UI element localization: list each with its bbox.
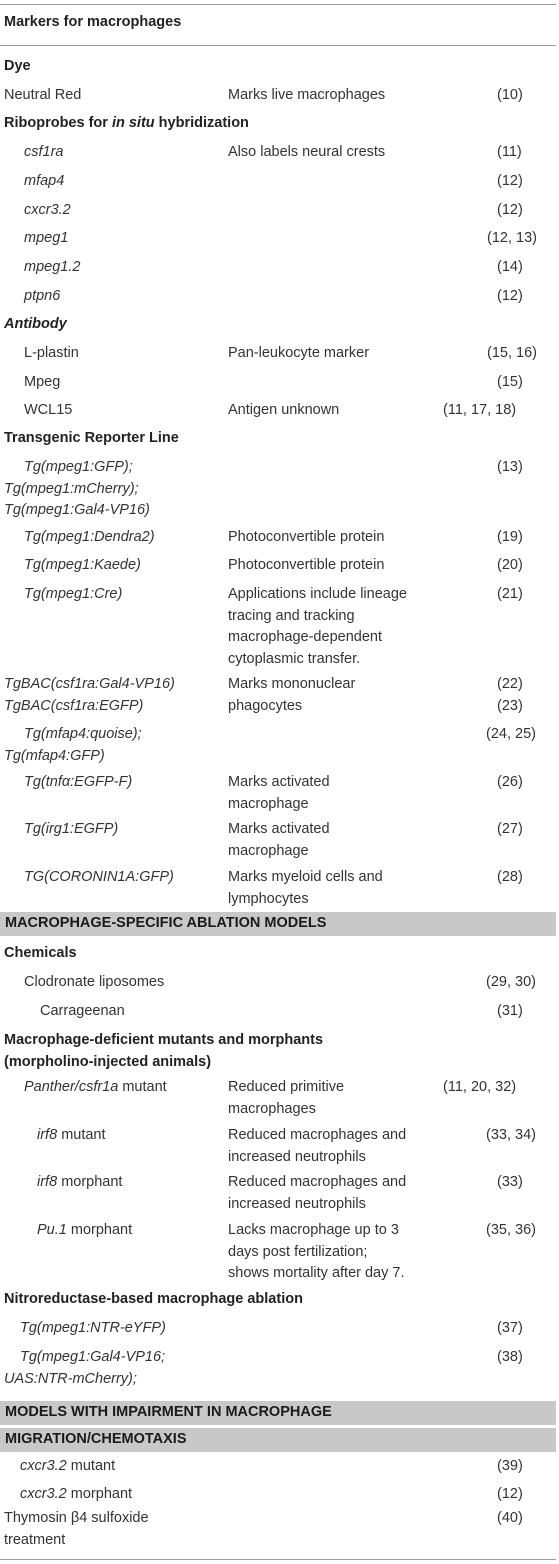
marker-reference: (20) [497,557,523,573]
marker-name: Tg(irg1:EGFP) [24,821,119,837]
bottom-rule [0,1559,556,1560]
marker-description-multiline [228,584,428,670]
marker-description: Photoconvertible protein [228,557,385,573]
marker-name-multiline [4,724,142,767]
marker-name-line: Tg(mfap4:GFP) [4,747,105,764]
marker-name: WCL15 [24,402,73,418]
marker-reference: (27) [497,821,523,837]
marker-reference: (11) [497,144,522,160]
marker-name-italic: cxcr3.2 [20,1486,67,1502]
marker-name-multiline [4,1347,165,1390]
marker-name: cxcr3.2 [24,202,71,218]
marker-description-line: cytoplasmic transfer. [228,650,361,667]
marker-name [20,1456,115,1478]
marker-description-line: macrophages [228,1100,316,1117]
marker-name: csf1ra [24,144,64,160]
section-nitroreductase: Nitroreductase-based macrophage ablation [4,1291,303,1307]
section-band-ablation [0,912,556,936]
marker-name: Carrageenan [40,1003,125,1019]
marker-name-suffix: mutant [70,1458,116,1474]
marker-name-suffix: morphant [70,1222,133,1238]
marker-description-line: Reduced primitive [228,1079,345,1095]
marker-name: ptpn6 [24,288,61,304]
marker-description-line: macrophage [228,795,309,812]
marker-reference: (10) [497,87,523,103]
marker-reference: (40) [497,1510,523,1526]
marker-name-italic: Pu.1 [37,1222,67,1238]
marker-reference: (39) [497,1458,523,1474]
marker-description-line: Reduced macrophages and [228,1127,407,1143]
section-dye: Dye [4,58,31,74]
marker-reference: (13) [497,459,523,475]
marker-reference: (35, 36) [486,1222,536,1238]
marker-description-line: Marks activated [228,774,330,790]
marker-name [24,1077,167,1099]
marker-name [20,1484,132,1506]
band-title: MACROPHAGE-SPECIFIC ABLATION MODELS [5,915,327,931]
marker-description-line: macrophage [228,842,309,859]
marker-description-line: Marks mononuclear [228,676,356,692]
marker-name-line: treatment [4,1531,66,1548]
marker-description: Also labels neural crests [228,144,386,160]
marker-description-multiline [228,1172,428,1215]
marker-reference: (15) [497,374,523,390]
marker-name-suffix: morphant [70,1486,133,1502]
marker-name: mpeg1 [24,230,69,246]
marker-reference: (15, 16) [487,345,537,361]
marker-description: Marks live macrophages [228,87,386,103]
marker-description: Photoconvertible protein [228,529,385,545]
marker-name [37,1172,122,1194]
marker-name-italic: Panther/csfr1a [24,1079,119,1095]
marker-reference: (11, 20, 32) [443,1079,517,1095]
marker-name: Neutral Red [4,87,82,103]
marker-description: Pan-leukocyte marker [228,345,370,361]
marker-name [37,1220,132,1242]
marker-description-line: phagocytes [228,697,303,714]
marker-name-italic: irf8 [37,1174,58,1190]
marker-description-line: Marks myeloid cells and [228,869,383,885]
marker-reference: (12, 13) [487,230,537,246]
section-mutants-line: Macrophage-deficient mutants and morphants [4,1032,324,1048]
marker-reference: (38) [497,1349,523,1365]
marker-name: Mpeg [24,374,61,390]
marker-name-line: Tg(mfap4:quoise); [24,726,142,742]
marker-description-multiline [228,1220,428,1285]
marker-description-line: days post fertilization; [228,1243,368,1260]
marker-description: Antigen unknown [228,402,340,418]
marker-reference: (26) [497,774,523,790]
section-mutants-line: (morpholino-injected animals) [4,1053,212,1070]
marker-description-multiline [228,1125,428,1168]
marker-name-line: Tg(mpeg1:mCherry); [4,480,139,497]
marker-reference: (12) [497,173,523,189]
marker-reference: (14) [497,259,523,275]
marker-name-italic: cxcr3.2 [20,1458,67,1474]
marker-name-multiline [4,1508,149,1551]
section-transgenic: Transgenic Reporter Line [4,430,179,446]
marker-name-multiline [4,674,175,717]
marker-reference: (12) [497,202,523,218]
section-mutants [4,1030,323,1073]
marker-name: L-plastin [24,345,79,361]
marker-description-line: increased neutrophils [228,1148,366,1165]
section-band-impairment-2 [0,1428,556,1452]
marker-name-line: Tg(mpeg1:GFP); [24,459,133,475]
marker-name [37,1125,106,1147]
section-riboprobes-b: in situ [111,115,155,131]
band-title: MIGRATION/CHEMOTAXIS [5,1431,187,1447]
marker-description-multiline [228,819,428,862]
band-title: MODELS WITH IMPAIRMENT IN MACROPHAGE [5,1404,332,1420]
marker-reference: (29, 30) [486,974,536,990]
marker-description-line: tracing and tracking [228,607,355,624]
section-riboprobes-c: hybridization [154,115,249,131]
marker-name-line: TgBAC(csf1ra:EGFP) [4,697,144,714]
marker-description-line: Lacks macrophage up to 3 [228,1222,399,1238]
marker-name-suffix: mutant [122,1079,167,1095]
marker-description-multiline [228,1077,428,1120]
marker-reference: (12) [497,1486,523,1502]
section-antibody: Antibody [4,316,67,332]
marker-reference: (31) [497,1003,523,1019]
marker-name: Tg(mpeg1:Dendra2) [24,529,155,545]
marker-description-line: Reduced macrophages and [228,1174,407,1190]
marker-name-line: UAS:NTR-mCherry); [4,1370,137,1387]
marker-name-multiline [4,457,150,522]
table-header: Markers for macrophages [4,14,182,30]
marker-name-line: Thymosin β4 sulfoxide [4,1510,149,1526]
marker-name-line: Tg(mpeg1:Gal4-VP16; [20,1349,166,1365]
marker-reference: (12) [497,288,523,304]
section-chemicals: Chemicals [4,945,77,961]
marker-description-line: Marks activated [228,821,330,837]
marker-name: Tg(mpeg1:NTR-eYFP) [20,1320,166,1336]
marker-description-multiline [228,674,428,717]
marker-reference: (19) [497,529,523,545]
section-band-impairment-1 [0,1401,556,1425]
marker-name: mpeg1.2 [24,259,81,275]
marker-reference: (33) [497,1174,523,1190]
marker-name: Tg(tnfα:EGFP-F) [24,774,133,790]
marker-name: Tg(mpeg1:Cre) [24,586,123,602]
marker-name: Tg(mpeg1:Kaede) [24,557,141,573]
section-riboprobes-a: Riboprobes for [4,115,112,131]
marker-reference-line: (22) [497,676,523,692]
marker-name: Clodronate liposomes [24,974,165,990]
marker-reference-line: (23) [497,697,523,714]
marker-description-multiline [228,772,428,815]
marker-name-suffix: mutant [61,1127,106,1143]
marker-name: mfap4 [24,173,65,189]
marker-reference: (33, 34) [486,1127,536,1143]
marker-reference: (24, 25) [486,726,536,742]
section-riboprobes [4,115,249,131]
marker-reference: (11, 17, 18) [443,402,517,418]
marker-name-italic: irf8 [37,1127,58,1143]
marker-name-line: TgBAC(csf1ra:Gal4-VP16) [4,676,175,692]
marker-description-line: shows mortality after day 7. [228,1265,405,1281]
marker-reference-multiline [497,674,523,717]
marker-name-suffix: morphant [61,1174,123,1190]
top-rule [0,4,556,5]
marker-description-line: lymphocytes [228,890,309,907]
header-rule [0,45,556,46]
marker-reference: (28) [497,869,523,885]
marker-description-line: macrophage-dependent [228,629,382,645]
marker-description-line: Applications include lineage [228,586,407,602]
marker-description-line: increased neutrophils [228,1195,366,1212]
marker-name-line: Tg(mpeg1:Gal4-VP16) [4,502,150,518]
marker-name: TG(CORONIN1A:GFP) [24,869,174,885]
marker-reference: (37) [497,1320,523,1336]
marker-description-multiline [228,867,428,910]
marker-reference: (21) [497,586,523,602]
